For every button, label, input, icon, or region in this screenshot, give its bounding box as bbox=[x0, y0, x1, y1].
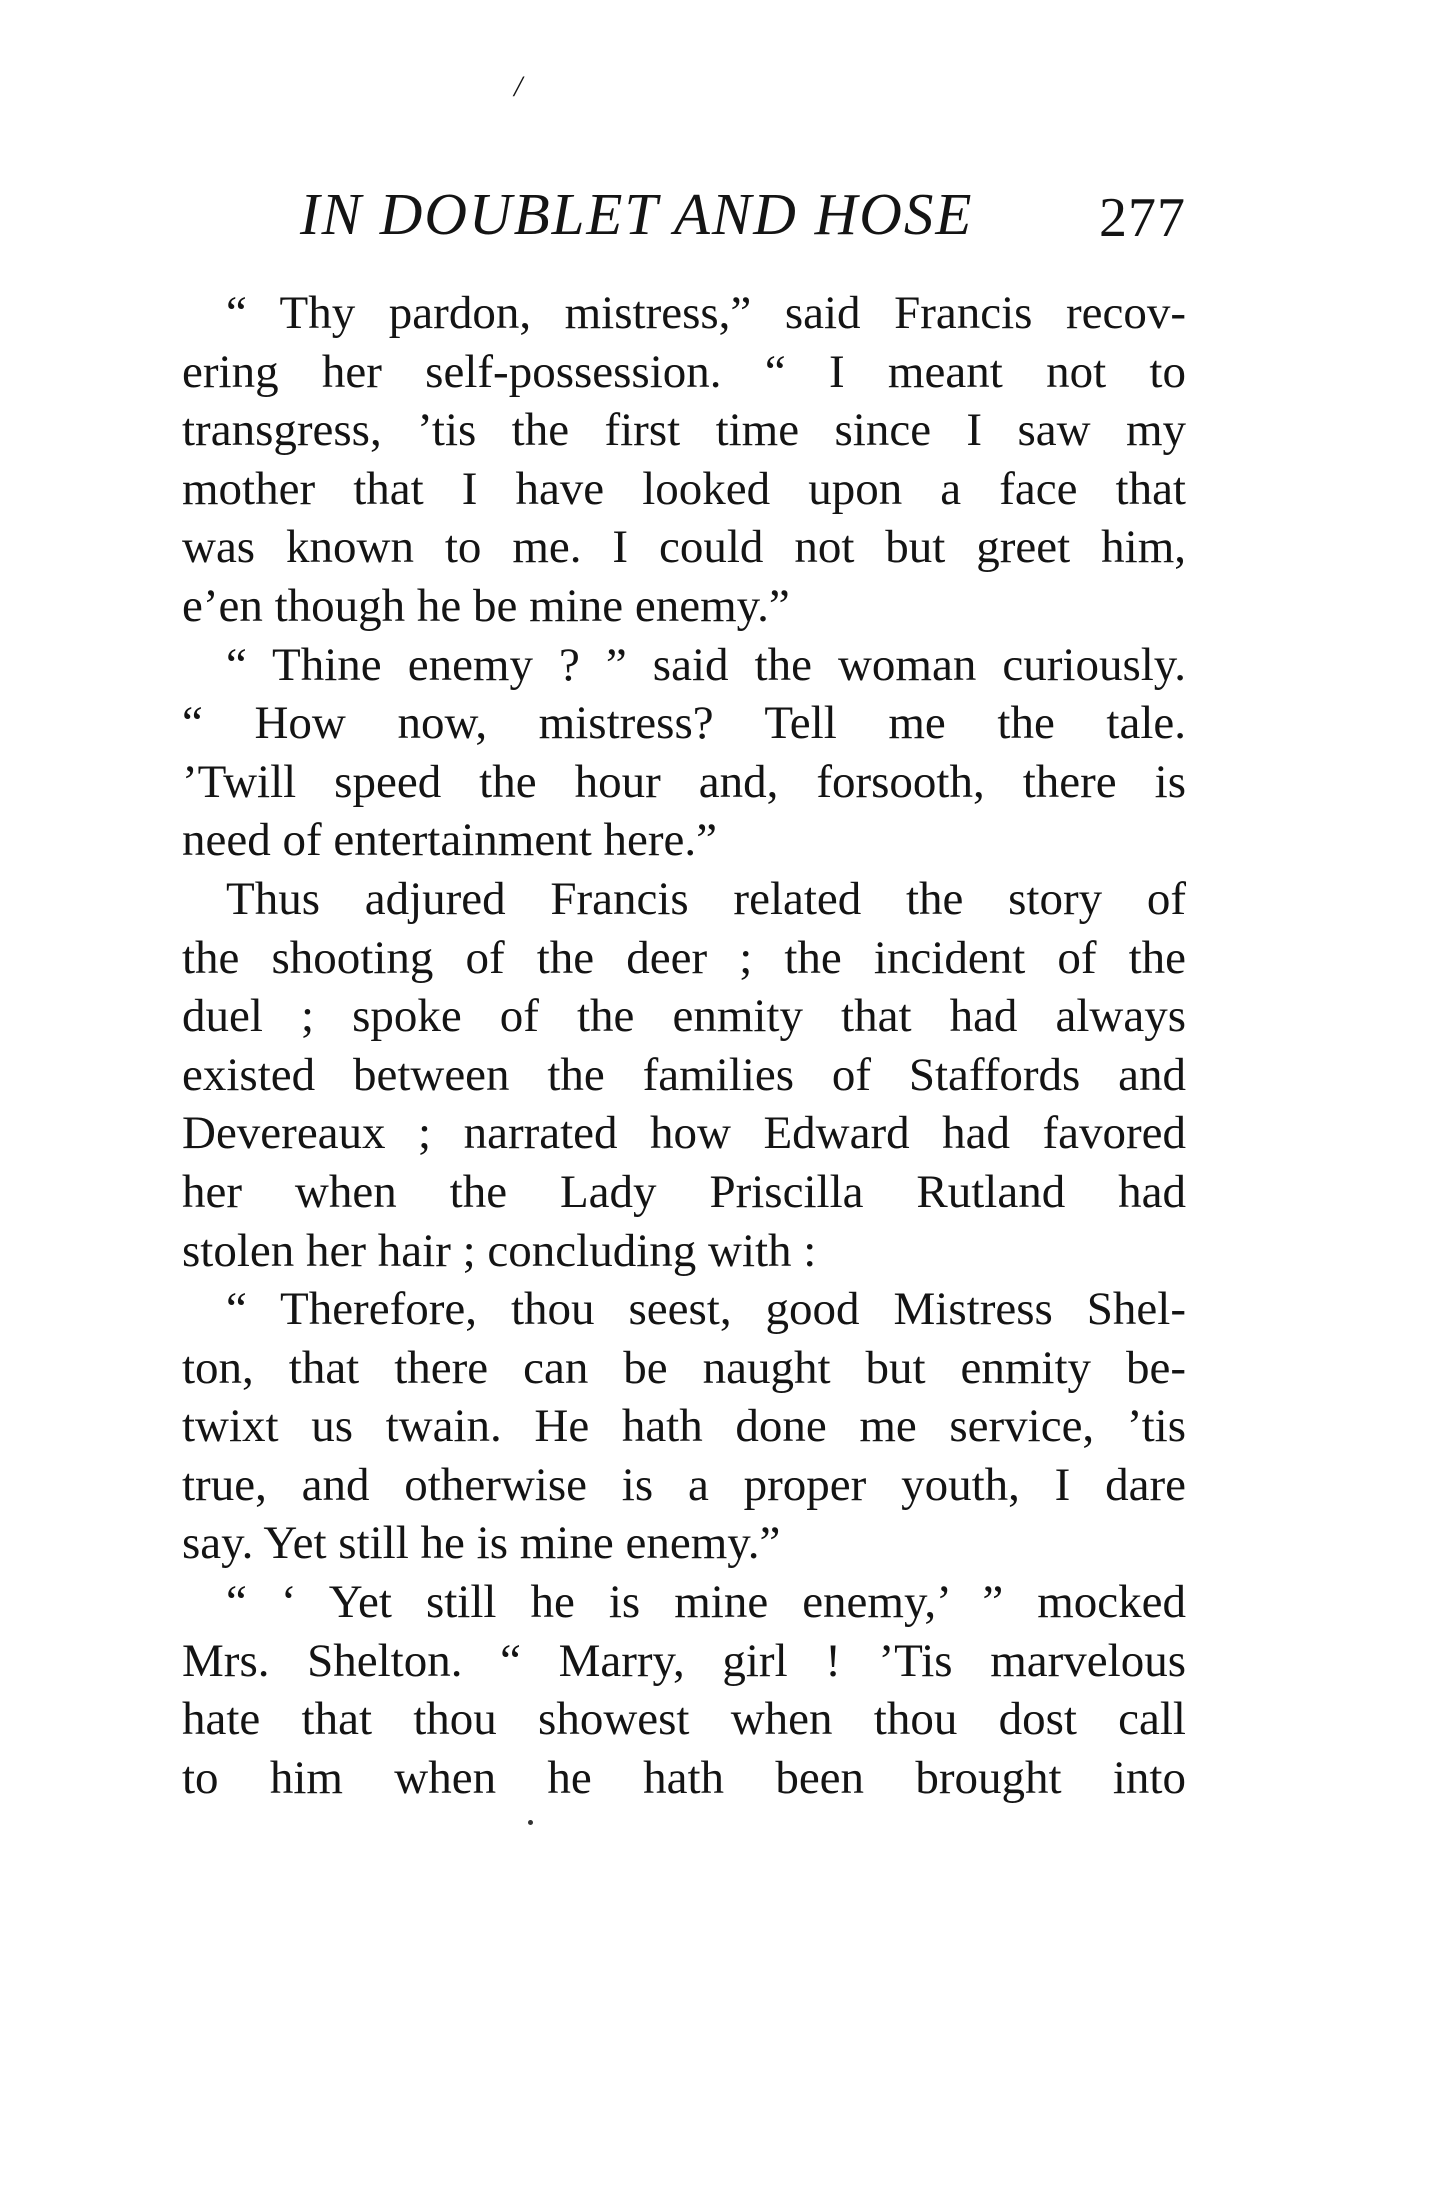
text-line: need of entertainment here.” bbox=[182, 814, 717, 867]
text-line: existed between the families of Staffords and bbox=[182, 1048, 1186, 1101]
text-line: “ ‘ Yet still he is mine enemy,’ ” mocked bbox=[226, 1576, 1186, 1629]
text-line: transgress, ’tis the first time since I saw my bbox=[182, 404, 1186, 457]
text-line: ton, that there can be naught but enmity be- bbox=[182, 1341, 1186, 1394]
running-head-title: IN DOUBLET AND HOSE bbox=[300, 181, 974, 247]
text-line: to him when he hath been brought into bbox=[182, 1751, 1186, 1804]
page-number: 277 bbox=[1099, 187, 1186, 249]
text-line: say. Yet still he is mine enemy.” bbox=[182, 1517, 781, 1570]
text-line: Thus adjured Francis related the story of bbox=[226, 872, 1186, 925]
text-line: “ Thine enemy ? ” said the woman curiously. bbox=[226, 638, 1186, 691]
text-line: ’Twill speed the hour and, forsooth, there is bbox=[182, 755, 1186, 808]
top-mark: / bbox=[514, 70, 523, 103]
text-line: mother that I have looked upon a face that bbox=[182, 462, 1186, 515]
text-line: twixt us twain. He hath done me service, ’tis bbox=[182, 1400, 1186, 1453]
text-line: ering her self-possession. “ I meant not to bbox=[182, 345, 1186, 398]
text-line: true, and otherwise is a proper youth, I dare bbox=[182, 1458, 1186, 1511]
text-line: “ Therefore, thou seest, good Mistress Shel- bbox=[226, 1283, 1186, 1336]
text-line: e’en though he be mine enemy.” bbox=[182, 579, 790, 632]
text-line: Devereaux ; narrated how Edward had favored bbox=[182, 1107, 1186, 1160]
text-line: “ Thy pardon, mistress,” said Francis recov- bbox=[226, 287, 1186, 339]
text-line: stolen her hair ; concluding with : bbox=[182, 1224, 817, 1277]
text-line: “ How now, mistress? Tell me the tale. bbox=[182, 697, 1186, 750]
text-line: her when the Lady Priscilla Rutland had bbox=[182, 1165, 1186, 1218]
text-line: was known to me. I could not but greet him, bbox=[182, 521, 1186, 574]
running-head bbox=[300, 178, 1186, 250]
text-line: Mrs. Shelton. “ Marry, girl ! ’Tis marvelous bbox=[182, 1634, 1186, 1687]
text-line: duel ; spoke of the enmity that had always bbox=[182, 990, 1186, 1043]
bottom-speck bbox=[528, 1820, 533, 1825]
body-text bbox=[182, 284, 1186, 1807]
text-line: the shooting of the deer ; the incident of the bbox=[182, 931, 1186, 984]
text-line: hate that thou showest when thou dost call bbox=[182, 1693, 1186, 1746]
